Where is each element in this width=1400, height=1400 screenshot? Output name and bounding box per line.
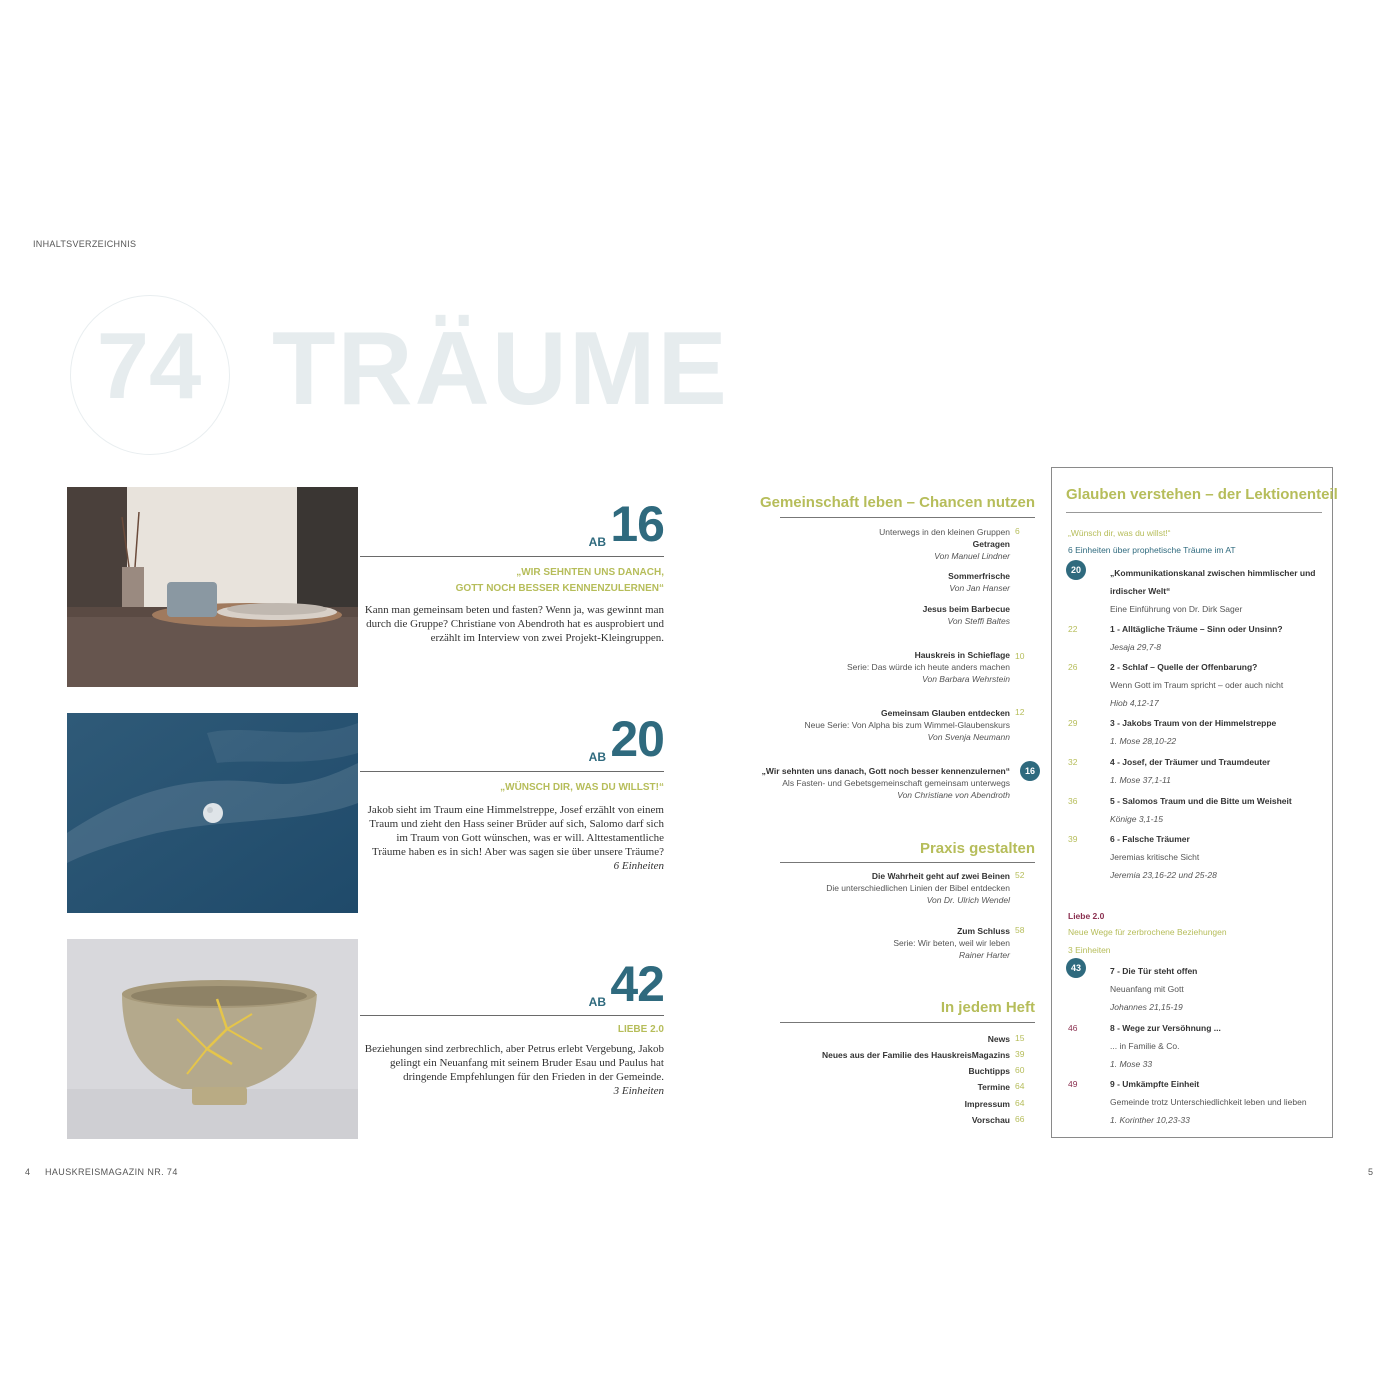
lesson-title: 4 - Josef, der Träumer und Traumdeuter [1110, 757, 1271, 767]
feature-ab-label: AB [588, 995, 606, 1009]
lesson-title: 1 - Alltägliche Träume – Sinn oder Unsinn? [1110, 624, 1283, 634]
toc-item-author: Von Manuel Lindner [934, 551, 1010, 561]
footer-right-page: 5 [1368, 1167, 1374, 1177]
toc-item[interactable] [762, 765, 1010, 801]
lesson-sub: Wenn Gott im Traum spricht – oder auch nicht [1110, 680, 1284, 690]
lesson-sub: ... in Familie & Co. [1110, 1041, 1180, 1051]
feature-rule [360, 771, 664, 772]
feature-headline: „WÜNSCH DIR, WAS DU WILLST!“ [500, 782, 664, 793]
lesson-page: 46 [1068, 1023, 1078, 1033]
lesson-ref: 1. Mose 33 [1110, 1059, 1153, 1069]
feature-page-number: 42 [610, 956, 664, 1012]
feature-rule [360, 1015, 664, 1016]
toc-item-sub: Serie: Das würde ich heute anders machen [846, 662, 1010, 672]
toc-page: 39 [1015, 1049, 1025, 1059]
lesson-page: 22 [1068, 624, 1078, 634]
lesson-ref: Johannes 21,15-19 [1110, 1002, 1183, 1012]
series-subtitle: 6 Einheiten über prophetische Träume im AT [1068, 545, 1236, 555]
toc-item-sub: Die unterschiedlichen Linien der Bibel entdecken [826, 883, 1010, 893]
lesson-title: 9 - Umkämpfte Einheit [1110, 1079, 1200, 1089]
toc-item[interactable] [893, 925, 1010, 961]
toc-page: 6 [1015, 526, 1020, 536]
toc-page: 60 [1015, 1065, 1025, 1075]
lesson-sub: Jeremias kritische Sicht [1110, 852, 1200, 862]
toc-item[interactable] [988, 1033, 1010, 1045]
lesson-ref: 1. Mose 37,1-11 [1110, 775, 1171, 785]
toc-heading-gemeinschaft: Gemeinschaft leben – Chancen nutzen [759, 494, 1035, 511]
toc-rule [780, 1022, 1035, 1023]
lesson-ref: Jeremia 23,16-22 und 25-28 [1110, 870, 1217, 880]
toc-item-title: Termine [977, 1082, 1010, 1092]
toc-item-title: Buchtipps [968, 1066, 1010, 1076]
toc-intro: Unterwegs in den kleinen Gruppen [879, 527, 1010, 537]
feature-teaser [364, 1042, 664, 1098]
photo-kintsugi-bowl [67, 939, 358, 1139]
toc-rule [780, 862, 1035, 863]
lesson-page-badge: 43 [1066, 958, 1086, 978]
toc-item[interactable] [879, 526, 1010, 538]
toc-page: 52 [1015, 870, 1025, 880]
feature-page-number: 16 [610, 496, 664, 552]
lesson-page: 29 [1068, 718, 1078, 728]
toc-item-author: Rainer Harter [958, 950, 1010, 960]
lesson-ref: Könige 3,1-15 [1110, 814, 1163, 824]
series-title: „Wünsch dir, was du willst!“ [1068, 528, 1171, 538]
lesson-page: 49 [1068, 1079, 1078, 1089]
toc-item-sub: Serie: Wir beten, weil wir leben [893, 938, 1010, 948]
lesson-page-badge: 20 [1066, 560, 1086, 580]
lesson-ref: Hiob 4,12-17 [1110, 698, 1159, 708]
toc-item[interactable] [948, 570, 1010, 594]
feature-headline-line2: GOTT NOCH BESSER KENNENZULERNEN“ [455, 583, 664, 594]
feature-rule [360, 556, 664, 557]
lesson-ref: Jesaja 29,7-8 [1110, 642, 1162, 652]
toc-item-title: Sommerfrische [948, 571, 1010, 581]
toc-item-author: Von Barbara Wehrstein [922, 674, 1010, 684]
toc-item-sub: Als Fasten- und Gebetsgemeinschaft gemeinsam unterwegs [782, 778, 1010, 788]
toc-item-title: Vorschau [971, 1115, 1010, 1125]
toc-rule [780, 517, 1035, 518]
feature-ab-label: AB [588, 750, 606, 764]
toc-item-title: Jesus beim Barbecue [922, 604, 1010, 614]
lesson-title: 5 - Salomos Traum und die Bitte um Weisheit [1110, 796, 1292, 806]
toc-column [759, 0, 1035, 1400]
toc-item[interactable] [822, 1049, 1010, 1061]
toc-page: 12 [1015, 707, 1025, 717]
toc-page: 10 [1015, 651, 1025, 661]
toc-heading-in-jedem-heft: In jedem Heft [940, 999, 1035, 1016]
lektionenteil-box [1051, 467, 1338, 1138]
feature-headline: „WIR SEHNTEN UNS DANACH, [516, 567, 664, 578]
lektionenteil-rule [1066, 512, 1322, 513]
lesson-title: 6 - Falsche Träumer [1110, 834, 1190, 844]
toc-item-title: Neues aus der Familie des HauskreisMagazins [821, 1050, 1010, 1060]
lesson-ref: 1. Korinther 10,23-33 [1110, 1115, 1190, 1125]
toc-item[interactable] [826, 870, 1010, 906]
toc-item-author: Von Christiane von Abendroth [897, 790, 1010, 800]
toc-item[interactable] [968, 1065, 1010, 1077]
series-units: 3 Einheiten [1068, 945, 1111, 955]
toc-item-title: Hauskreis in Schieflage [914, 650, 1010, 660]
toc-item-author: Von Dr. Ulrich Wendel [926, 895, 1010, 905]
toc-item-sub: Neue Serie: Von Alpha bis zum Wimmel-Glaubenskurs [804, 720, 1010, 730]
toc-item[interactable] [923, 603, 1010, 627]
lesson-title: 2 - Schlaf – Quelle der Offenbarung? [1110, 662, 1258, 672]
lesson-sub: Eine Einführung von Dr. Dirk Sager [1110, 604, 1243, 614]
feature-ab-label: AB [588, 535, 606, 549]
footer-magazine-name: HAUSKREISMAGAZIN NR. 74 [45, 1167, 178, 1177]
lesson-ref: 1. Mose 28,10-22 [1110, 736, 1177, 746]
toc-item-title: Impressum [964, 1099, 1010, 1109]
toc-item-title: Getragen [972, 539, 1010, 549]
toc-item[interactable] [804, 707, 1010, 743]
lesson-sub: Gemeinde trotz Unterschiedlichkeit leben und lieben [1110, 1097, 1307, 1107]
series-title: Liebe 2.0 [1068, 911, 1105, 921]
issue-number: 74 [96, 313, 202, 418]
toc-item[interactable] [965, 1098, 1010, 1110]
toc-item-title: „Wir sehnten uns danach, Gott noch besser kennenzulernen“ [761, 766, 1010, 776]
feature-units: 6 Einheiten [613, 860, 664, 872]
feature-units: 3 Einheiten [613, 1085, 664, 1097]
feature-teaser-text: Jakob sieht im Traum eine Himmelstreppe, Josef erzählt von einem Traum und zieht den Hass seiner Brüder auf sich, Salomo darf sich im Traum von Gott wünschen, was er will. Alttestamentliche Träume haben es in sich! Aber was sagen sie über unsere Träume? [367, 804, 664, 858]
lesson-title: „Kommunikationskanal zwischen himmlischer und irdischer Welt“ [1110, 568, 1316, 596]
lesson-page: 39 [1068, 834, 1078, 844]
toc-item-title: Die Wahrheit geht auf zwei Beinen [871, 871, 1010, 881]
toc-item-title: Gemeinsam Glauben entdecken [881, 708, 1010, 718]
feature-teaser [364, 803, 664, 873]
toc-item-title: News [987, 1034, 1010, 1044]
toc-page: 15 [1015, 1033, 1025, 1043]
toc-page: 58 [1015, 925, 1025, 935]
series-subtitle: Neue Wege für zerbrochene Beziehungen [1068, 927, 1227, 937]
toc-page: 66 [1015, 1114, 1025, 1124]
footer-left-page: 4 [25, 1167, 31, 1177]
toc-item[interactable] [847, 649, 1010, 685]
toc-item-author: Von Jan Hanser [949, 583, 1010, 593]
lesson-title: 8 - Wege zur Versöhnung ... [1110, 1023, 1221, 1033]
lesson-page: 36 [1068, 796, 1078, 806]
toc-page: 64 [1015, 1098, 1025, 1108]
feature-page-number: 20 [610, 711, 664, 767]
lesson-page: 32 [1068, 757, 1078, 767]
lesson-page: 26 [1068, 662, 1078, 672]
lesson-title: 3 - Jakobs Traum von der Himmelstreppe [1110, 718, 1277, 728]
magazine-title: TRÄUME [272, 311, 729, 427]
feature-teaser-text: Beziehungen sind zerbrechlich, aber Petrus erlebt Vergebung, Jakob gelingt ein Neuanfang mit seinem Bruder Esau und Paulus hat dringende Empfehlungen für den Frieden in der Gemeinde. [364, 1043, 664, 1083]
toc-item-author: Von Steffi Baltes [947, 616, 1010, 626]
toc-page-badge: 16 [1020, 761, 1040, 781]
lesson-title: 7 - Die Tür steht offen [1110, 966, 1198, 976]
toc-item-author: Von Svenja Neumann [927, 732, 1010, 742]
toc-page: 64 [1015, 1081, 1025, 1091]
toc-item-title: Zum Schluss [957, 926, 1010, 936]
section-label: INHALTSVERZEICHNIS [33, 239, 137, 249]
toc-item[interactable] [972, 1114, 1010, 1126]
toc-heading-praxis: Praxis gestalten [919, 840, 1035, 857]
feature-teaser: Kann man gemeinsam beten und fasten? Wenn ja, was gewinnt man durch die Gruppe? Christiane von Abendroth hat es ausprobiert und erzählt im Interview von zwei Projekt-Kleingruppen. [364, 604, 664, 644]
toc-item[interactable] [934, 538, 1010, 562]
lesson-sub: Neuanfang mit Gott [1110, 984, 1184, 994]
toc-item[interactable] [978, 1081, 1010, 1093]
photo-cafe-table [67, 487, 358, 687]
feature-headline: LIEBE 2.0 [617, 1024, 664, 1035]
photo-moon-sky [67, 713, 358, 913]
lektionenteil-heading: Glauben verstehen – der Lektionenteil [1066, 486, 1338, 503]
